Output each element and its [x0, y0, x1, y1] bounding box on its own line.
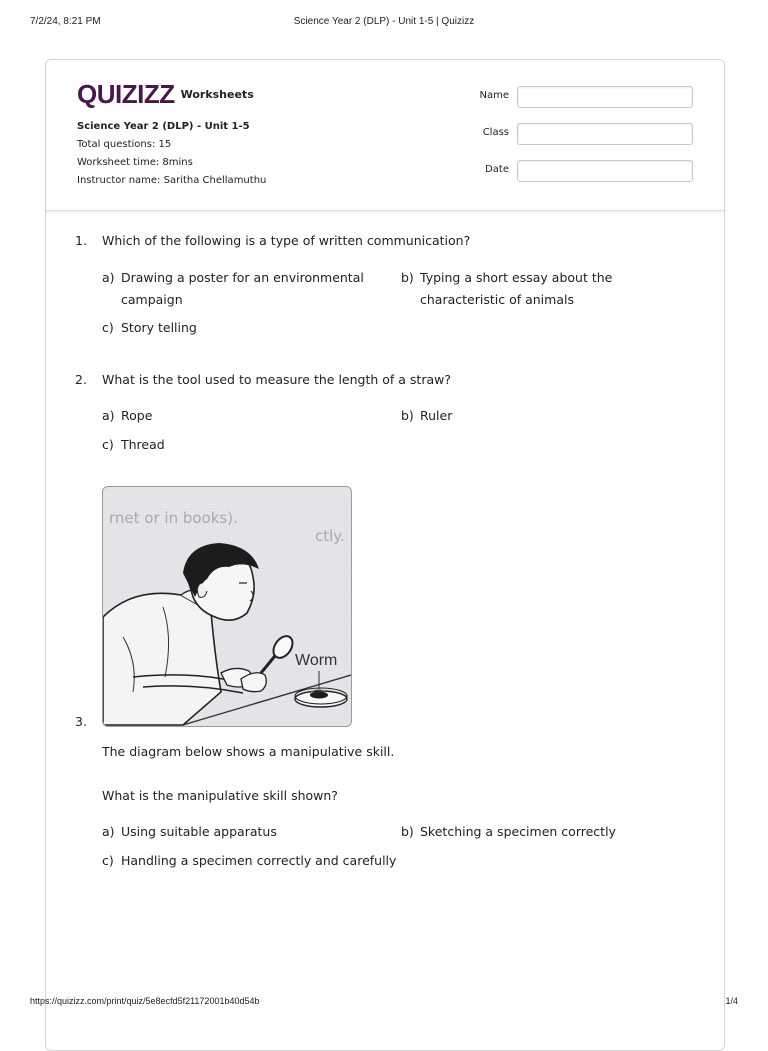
option-letter: b)	[401, 408, 414, 423]
page-number: 1/4	[725, 996, 738, 1006]
option-letter: a)	[102, 270, 115, 285]
option-text: Thread	[121, 437, 165, 452]
instructor-name: Instructor name: Saritha Chellamuthu	[77, 175, 267, 186]
option-text: Story telling	[121, 320, 197, 335]
question-number: 3.	[75, 714, 87, 729]
print-datetime: 7/2/24, 8:21 PM	[30, 16, 101, 27]
option-text: Rope	[121, 408, 153, 423]
worksheet-header	[46, 60, 724, 211]
quiz-title: Science Year 2 (DLP) - Unit 1-5	[77, 121, 250, 132]
option-a	[102, 267, 387, 311]
print-url: https://quizizz.com/print/quiz/5e8ecfd5f21172001b40d54b	[30, 996, 260, 1006]
quizizz-logo	[77, 79, 254, 109]
worksheet-time: Worksheet time: 8mins	[77, 157, 193, 168]
question-number: 2.	[75, 372, 87, 387]
option-letter: b)	[401, 270, 414, 285]
option-a	[102, 821, 387, 843]
figure-label-worm: Worm	[295, 652, 338, 669]
question-text: The diagram below shows a manipulative skill.	[102, 744, 395, 759]
logo-subtitle: Worksheets	[180, 87, 254, 101]
class-label: Class	[482, 127, 509, 138]
question-text: What is the tool used to measure the length of a straw?	[102, 372, 451, 387]
option-letter: c)	[102, 853, 114, 868]
option-text: Ruler	[420, 408, 453, 423]
print-header	[30, 16, 738, 32]
option-c	[102, 317, 387, 339]
print-footer	[30, 996, 738, 1010]
option-letter: b)	[401, 824, 414, 839]
class-field[interactable]	[517, 123, 693, 145]
option-b	[401, 267, 661, 311]
total-questions: Total questions: 15	[77, 139, 172, 150]
option-c	[102, 434, 387, 456]
faded-background-text: ctly.	[315, 527, 345, 545]
option-text: Sketching a specimen correctly	[420, 824, 616, 839]
option-text: Handling a specimen correctly and carefully	[121, 853, 397, 868]
question-text: Which of the following is a type of written communication?	[102, 233, 471, 248]
option-text: Drawing a poster for an environmental campaign	[121, 270, 364, 307]
logo-text: QUIZIZZ	[77, 78, 175, 109]
question-subtext: What is the manipulative skill shown?	[102, 788, 338, 803]
date-field[interactable]	[517, 160, 693, 182]
name-field[interactable]	[517, 86, 693, 108]
name-label: Name	[479, 90, 509, 101]
question-figure	[102, 486, 352, 727]
question-number: 1.	[75, 233, 87, 248]
date-label: Date	[485, 164, 509, 175]
option-text: Using suitable apparatus	[121, 824, 277, 839]
option-b	[401, 821, 661, 843]
option-c	[102, 850, 422, 872]
quiz-meta	[77, 118, 266, 190]
faded-background-text: rnet or in books).	[109, 509, 238, 527]
option-text: Typing a short essay about the characteristic of animals	[420, 270, 613, 307]
option-b	[401, 405, 661, 427]
option-a	[102, 405, 387, 427]
print-page-title: Science Year 2 (DLP) - Unit 1-5 | Quizizz	[293, 16, 475, 27]
option-letter: a)	[102, 408, 115, 423]
option-letter: a)	[102, 824, 115, 839]
scientist-with-magnifier-illustration	[103, 487, 351, 726]
option-letter: c)	[102, 320, 114, 335]
option-letter: c)	[102, 437, 114, 452]
